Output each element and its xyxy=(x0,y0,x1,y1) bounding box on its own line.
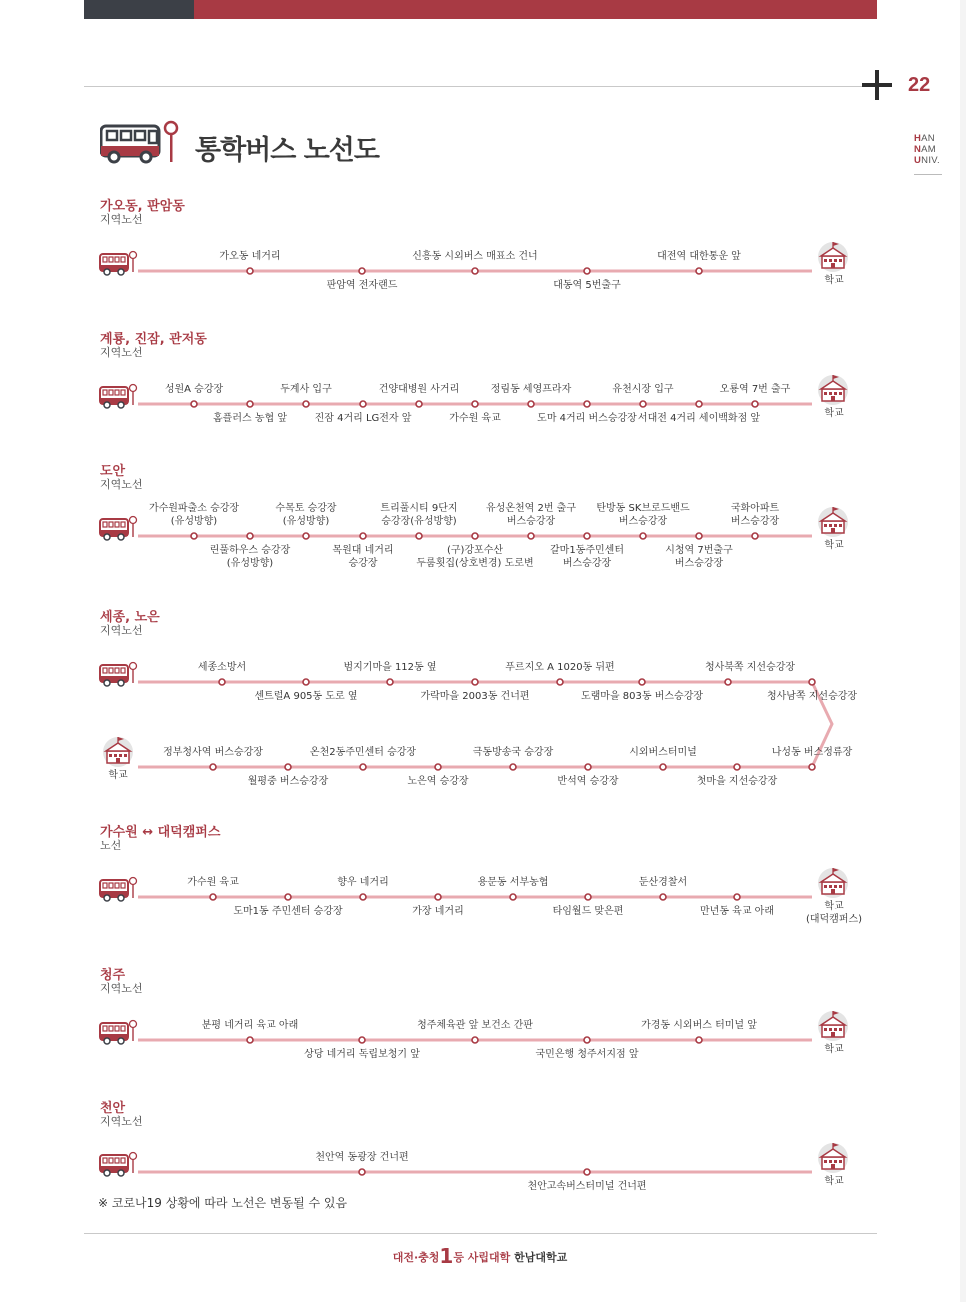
stop-label: 세종소방서 xyxy=(197,662,247,673)
stop-label: 청사남쪽 지선승강장 xyxy=(766,691,858,702)
route-type: 지역노선 xyxy=(100,624,143,637)
stop-label: 도마1동 주민센터 승강장 xyxy=(233,906,343,917)
stop-label: 온천2동주민센터 승강장 xyxy=(309,747,417,758)
footer-slogan: 대전·충청1등 사립대학 한남대학교 xyxy=(392,1244,568,1268)
stop-label: 건양대병원 사거리 xyxy=(378,384,460,395)
stop-label: 가경동 시외버스 터미널 앞 xyxy=(641,1020,757,1031)
stop-label: 대전역 대한통운 앞 xyxy=(657,251,741,262)
stop-label: 상당 네거리 독립보청기 앞 xyxy=(304,1049,420,1060)
stop-label: 홈플러스 농협 앞 xyxy=(213,413,287,424)
stop-label: 센트럴A 905동 도로 옆 xyxy=(254,691,358,702)
stop-label: 성원A 승강장 xyxy=(164,384,224,395)
stop-label: 탄방동 SK브로드밴드 버스승강장 xyxy=(596,503,690,527)
stop-label: 시청역 7번출구 버스승강장 xyxy=(665,545,733,569)
stop-label: 두계사 입구 xyxy=(280,384,332,395)
route-type: 지역노선 xyxy=(100,478,143,491)
stop-label: 천안역 동광장 건너편 xyxy=(315,1152,409,1163)
stop-label: 극동방송국 승강장 xyxy=(472,747,554,758)
stop-label: (구)강포수산 두룸횟집(상호변경) 도로변 xyxy=(416,545,534,569)
route-name: 가수원 ↔ 대덕캠퍼스 xyxy=(100,825,221,840)
stop-label: 가오동 네거리 xyxy=(219,251,281,262)
stop-label: 유성온천역 2번 출구 버스승강장 xyxy=(486,503,576,527)
school-label: 학교 xyxy=(824,540,844,551)
stop-label: 만년동 육교 아래 xyxy=(700,906,774,917)
stop-label: 정림동 세영프라자 xyxy=(490,384,572,395)
stop-label: 목원대 네거리 승강장 xyxy=(332,545,394,569)
stop-label: 나성동 버스정류장 xyxy=(771,747,853,758)
school-label: 학교 xyxy=(108,770,128,781)
route-type: 지역노선 xyxy=(100,213,143,226)
stop-label: 가수원 육교 xyxy=(449,413,501,424)
stop-label: 판암역 전자랜드 xyxy=(326,280,398,291)
stop-label: 가락마을 2003동 건너편 xyxy=(420,691,530,702)
stop-label: 대동역 5번출구 xyxy=(553,280,621,291)
school-label: 학교 (대덕캠퍼스) xyxy=(805,901,863,925)
stop-label: 정부청사역 버스승강장 xyxy=(163,747,263,758)
stop-label: 국화아파트 버스승강장 xyxy=(730,503,780,527)
stop-label: 용문동 서부농협 xyxy=(477,877,549,888)
route-type: 지역노선 xyxy=(100,982,143,995)
school-label: 학교 xyxy=(824,275,844,286)
stop-label: 오룡역 7번 출구 xyxy=(719,384,791,395)
university-logo: HAN NAM UNIV. xyxy=(914,133,940,166)
school-label: 학교 xyxy=(824,408,844,419)
route-name: 계룡, 진잠, 관저동 xyxy=(100,332,207,347)
stop-label: 도마 4거리 버스승강장 xyxy=(537,413,637,424)
stop-label: 반석역 승강장 xyxy=(557,776,619,787)
stop-label: 월평중 버스승강장 xyxy=(247,776,329,787)
stop-label: 시외버스터미널 xyxy=(629,747,697,758)
stop-label: 가장 네거리 xyxy=(412,906,464,917)
stop-label: 향우 네거리 xyxy=(337,877,389,888)
stop-label: 신흥동 시외버스 매표소 건너 xyxy=(412,251,538,262)
stop-label: 수목토 승강장 (유성방향) xyxy=(275,503,337,527)
covid-note: ※ 코로나19 상황에 따라 노선은 변동될 수 있음 xyxy=(98,1196,348,1210)
footer-rule xyxy=(84,1233,877,1234)
stop-label: 린풀하우스 승강장 (유성방향) xyxy=(209,545,291,569)
stop-label: 갈마1동주민센터 버스승강장 xyxy=(550,545,624,569)
stop-label: 분평 네거리 육교 아래 xyxy=(201,1020,299,1031)
stop-label: 유천시장 입구 xyxy=(612,384,674,395)
route-type: 지역노선 xyxy=(100,346,143,359)
route-name: 청주 xyxy=(100,968,126,983)
route-name: 세종, 노은 xyxy=(100,610,160,625)
stop-label: 첫마을 지선승강장 xyxy=(696,776,778,787)
school-label: 학교 xyxy=(824,1176,844,1187)
stop-label: 가수원 육교 xyxy=(187,877,239,888)
stop-label: 둔산경찰서 xyxy=(638,877,688,888)
stop-label: 노은역 승강장 xyxy=(407,776,469,787)
page-title: 통학버스 노선도 xyxy=(195,135,379,166)
stop-label: 진잠 4거리 LG전자 앞 xyxy=(314,413,412,424)
stop-label: 푸르지오 A 1020동 뒤편 xyxy=(505,662,615,673)
stop-label: 가수원파출소 승강장 (유성방향) xyxy=(148,503,240,527)
school-label: 학교 xyxy=(824,1044,844,1055)
stop-label: 국민은행 청주서지점 앞 xyxy=(535,1049,639,1060)
page-number: 22 xyxy=(908,74,931,96)
route-name: 가오동, 판암동 xyxy=(100,199,185,214)
stop-label: 범지기마을 112동 옆 xyxy=(343,662,437,673)
stop-label: 천안고속버스터미널 건너편 xyxy=(527,1181,647,1192)
stop-label: 청사북쪽 지선승강장 xyxy=(704,662,796,673)
stop-label: 트리풀시티 9단지 승강장(유성방향) xyxy=(380,503,458,527)
stop-label: 청주체육관 앞 보건소 간판 xyxy=(417,1020,533,1031)
route-name: 도안 xyxy=(100,464,126,479)
route-type: 노선 xyxy=(100,839,122,852)
route-name: 천안 xyxy=(100,1101,126,1116)
stop-label: 서대전 4거리 세이백화점 앞 xyxy=(637,413,761,424)
stop-label: 도램마을 803동 버스승강장 xyxy=(580,691,704,702)
route-type: 지역노선 xyxy=(100,1115,143,1128)
stop-label: 타임월드 맞은편 xyxy=(552,906,624,917)
